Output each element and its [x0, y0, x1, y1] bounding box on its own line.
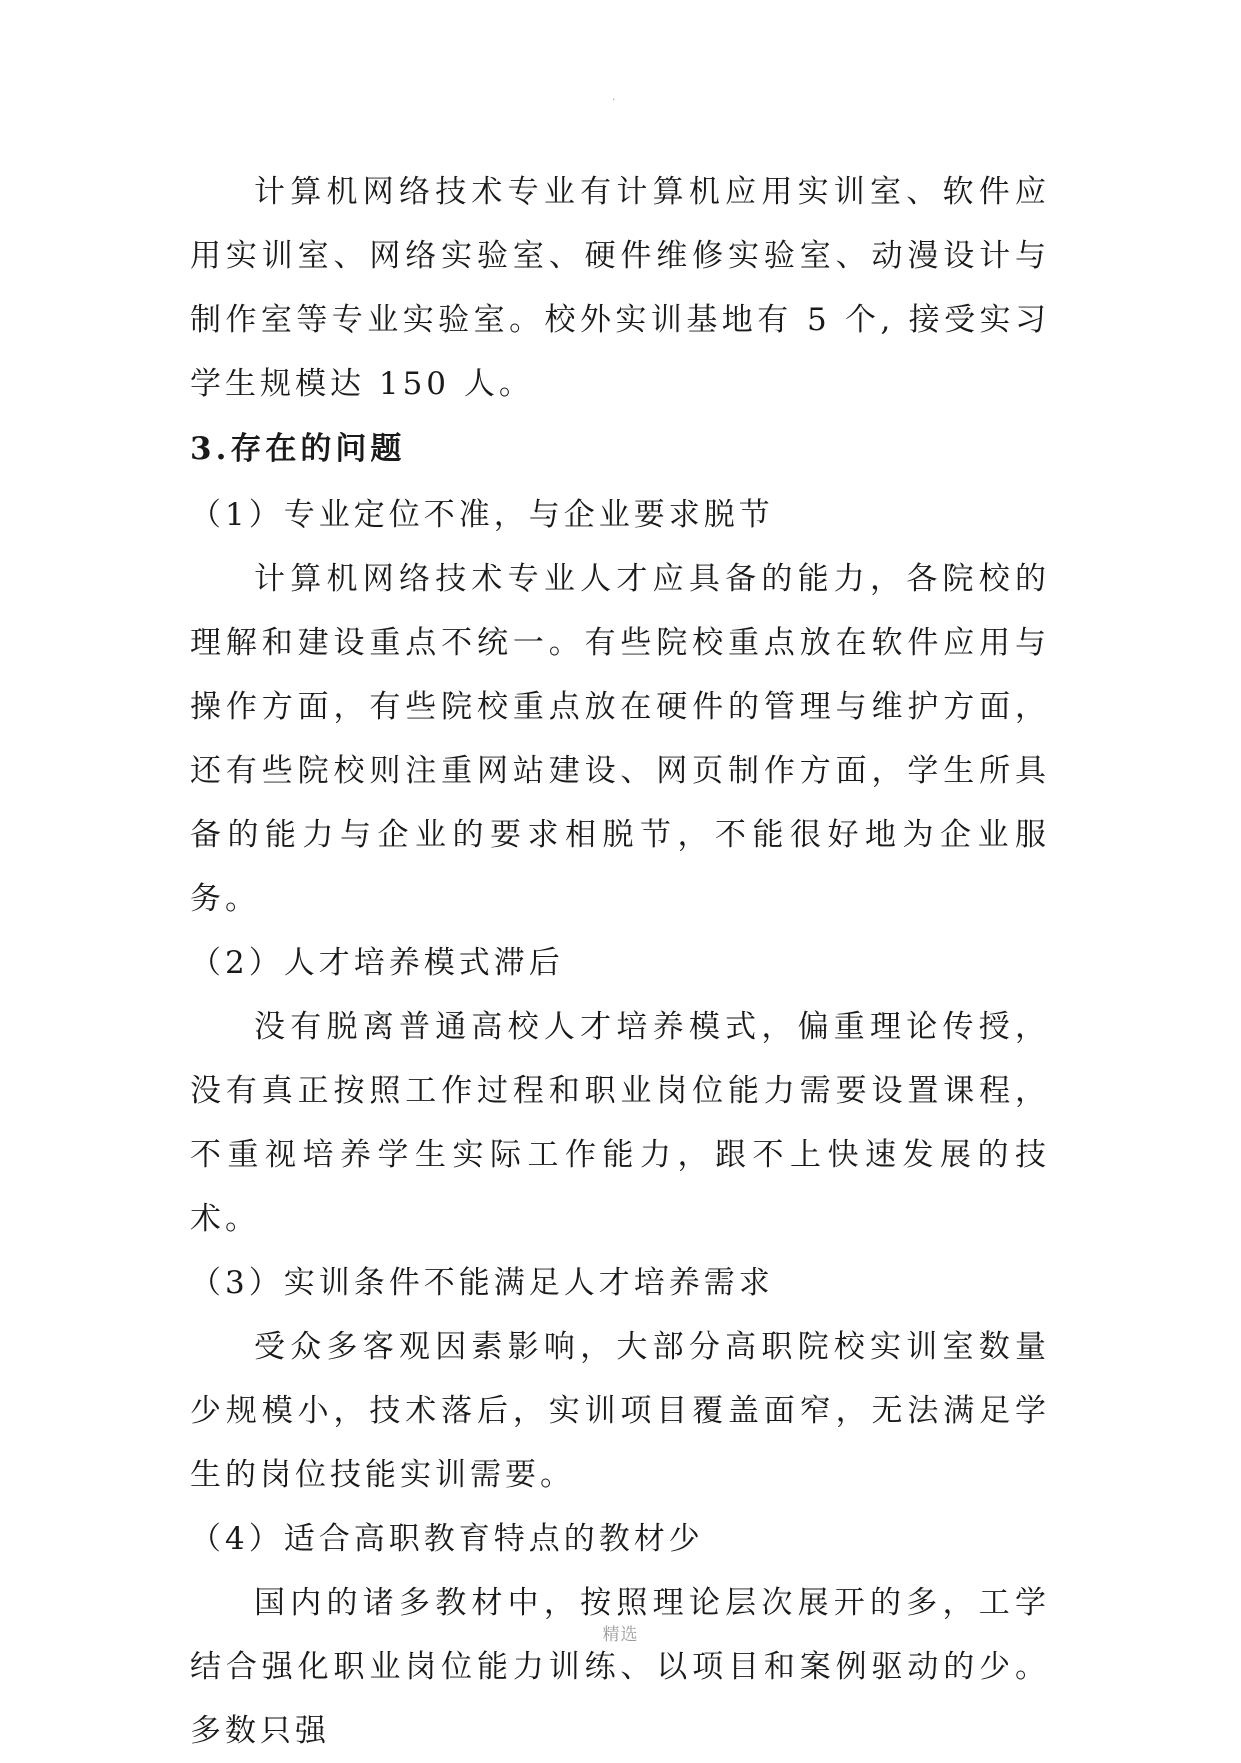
document-body: [190, 160, 1050, 1763]
section-heading-problems: 3.存在的问题: [190, 431, 406, 467]
subheading-textbooks: （4）适合高职教育特点的教材少: [190, 1521, 704, 1557]
subheading-positioning: （1）专业定位不准，与企业要求脱节: [190, 497, 774, 533]
paragraph-textbooks: 国内的诸多教材中，按照理论层次展开的多，工学结合强化职业岗位能力训练、以项目和案例驱动的少。多数只强: [190, 1585, 1050, 1749]
paragraph-lab-facilities: 计算机网络技术专业有计算机应用实训室、软件应用实训室、网络实验室、硬件维修实验室、动漫设计与制作室等专业实验室。校外实训基地有 5 个, 接受实习学生规模达 150 人。: [190, 174, 1050, 402]
paragraph-training-model: 没有脱离普通高校人才培养模式，偏重理论传授，没有真正按照工作过程和职业岗位能力需要设置课程，不重视培养学生实际工作能力，跟不上快速发展的技术。: [190, 1009, 1050, 1237]
subheading-training-model: （2）人才培养模式滞后: [190, 945, 564, 981]
paragraph-positioning: 计算机网络技术专业人才应具备的能力，各院校的理解和建设重点不统一。有些院校重点放在软件应用与操作方面，有些院校重点放在硬件的管理与维护方面，还有些院校则注重网站建设、网页制作方面，学生所具备的能力与企业的要求相脱节，不能很好地为企业服务。: [190, 561, 1050, 917]
footer-label: 精选: [602, 1625, 639, 1645]
paragraph-training-conditions: 受众多客观因素影响，大部分高职院校实训室数量少规模小，技术落后，实训项目覆盖面窄，无法满足学生的岗位技能实训需要。: [190, 1329, 1050, 1493]
subheading-training-conditions: （3）实训条件不能满足人才培养需求: [190, 1265, 774, 1301]
header-dot: ·: [612, 95, 616, 106]
